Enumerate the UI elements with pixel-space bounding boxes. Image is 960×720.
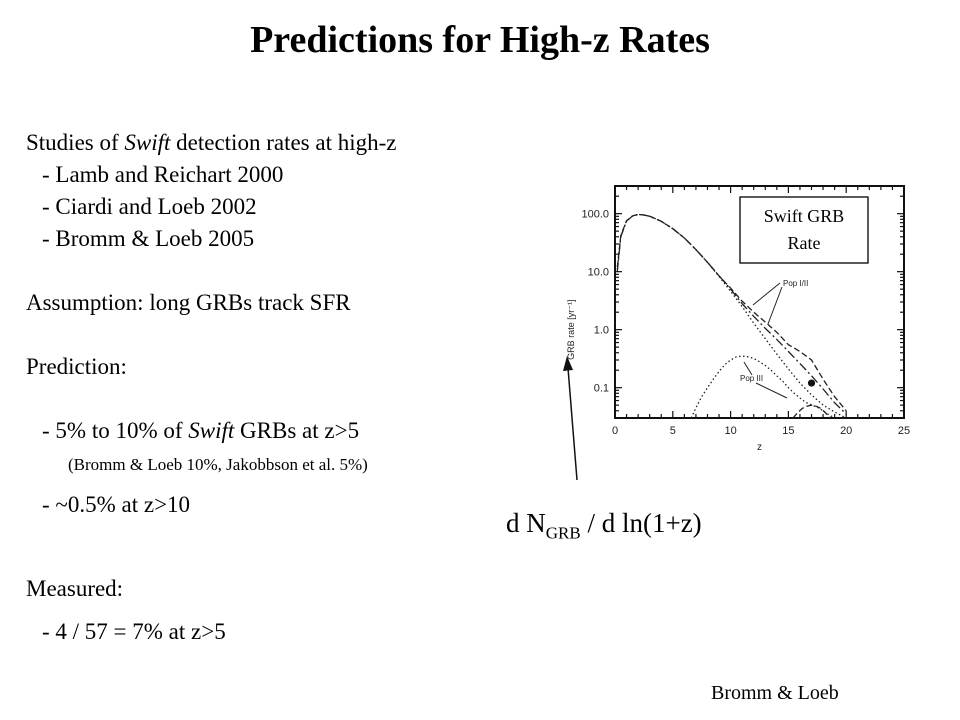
- legend-line-1: Swift GRB: [763, 206, 845, 226]
- x-tick-label: 10: [724, 425, 737, 437]
- chart-annotations: [563, 197, 868, 480]
- series-line-dotted: [691, 356, 834, 418]
- legend-line-2: Rate: [787, 233, 821, 253]
- x-tick-label: 0: [611, 425, 619, 437]
- x-tick-label: 25: [897, 425, 911, 437]
- rate-formula: d $N_{GRB}$ / d ln(1+z): [506, 508, 702, 543]
- study-item: - Bromm & Loeb 2005: [42, 226, 255, 251]
- x-tick-label: 5: [669, 425, 676, 437]
- x-tick-label: 20: [840, 425, 853, 437]
- slide-title: Predictions for High-z Rates: [250, 19, 710, 61]
- x-tick-label: 15: [782, 425, 795, 437]
- data-marker-point: [808, 379, 815, 386]
- annotation-label: Pop I/II: [783, 279, 809, 288]
- studies-heading: Studies of Swift detection rates at high-z: [26, 130, 397, 155]
- y-tick-label: 0.1: [593, 382, 609, 395]
- arrow-shaft: [568, 368, 577, 480]
- x-axis-label: z: [757, 442, 762, 453]
- annotation-pointer: [768, 287, 782, 324]
- y-tick-label: 100.0: [581, 208, 609, 221]
- prediction-note: (Bromm & Loeb 10%, Jakobbson et al. 5%): [68, 455, 368, 474]
- study-item: - Ciardi and Loeb 2002: [42, 194, 257, 219]
- prediction-item: - ~0.5% at z>10: [42, 492, 191, 517]
- annotation-pointer: [756, 383, 787, 398]
- credit-text: Bromm & Loeb: [711, 682, 839, 704]
- measured-value: - 4 / 57 = 7% at z>5: [42, 619, 226, 644]
- study-item: - Lamb and Reichart 2000: [42, 162, 284, 187]
- assumption-text: Assumption: long GRBs track SFR: [26, 290, 351, 315]
- prediction-heading: Prediction:: [26, 354, 127, 379]
- y-tick-label: 1.0: [593, 324, 609, 337]
- measured-heading: Measured:: [26, 576, 124, 601]
- annotation-label: Pop III: [740, 374, 764, 383]
- y-axis-label: GRB rate [yr⁻¹]: [566, 299, 576, 360]
- prediction-item: - 5% to 10% of Swift GRBs at z>5: [42, 418, 360, 443]
- y-tick-label: 10.0: [587, 266, 609, 279]
